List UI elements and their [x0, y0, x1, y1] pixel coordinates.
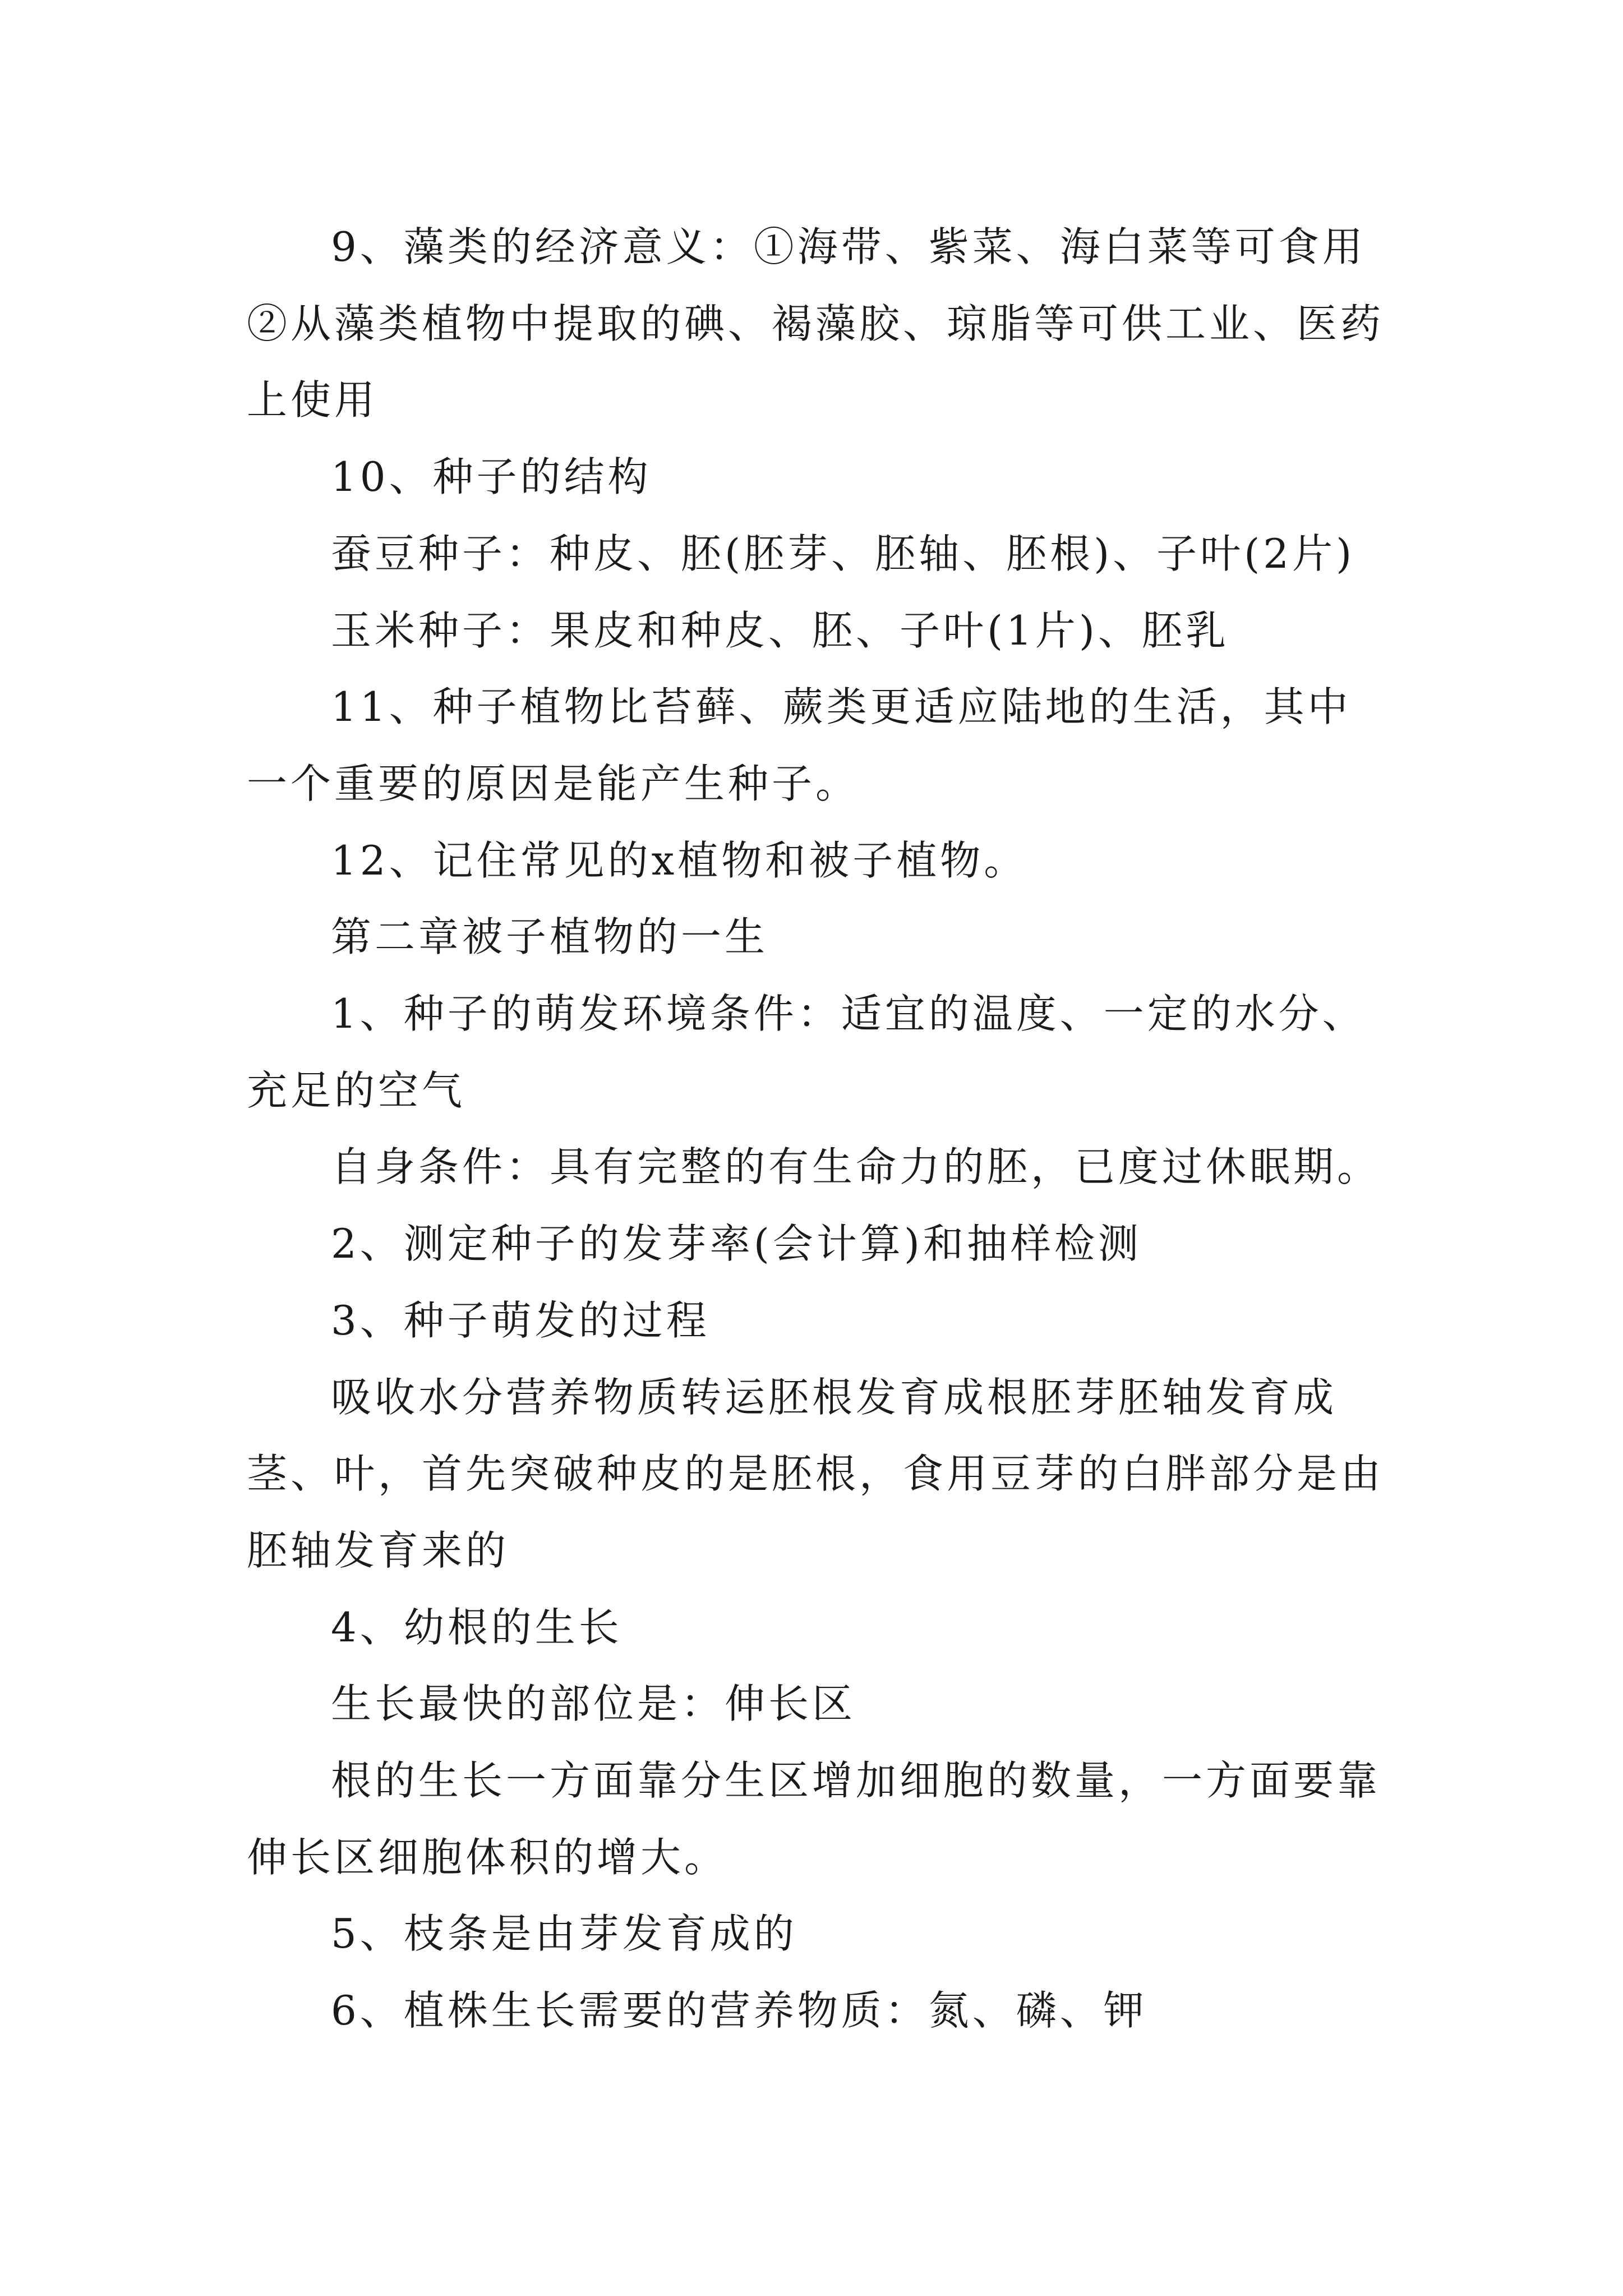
paragraph: 玉米种子：果皮和种皮、胚、子叶(1片)、胚乳: [331, 606, 1229, 654]
paragraph: 吸收水分营养物质转运胚根发育成根胚芽胚轴发育成茎、叶，首先突破种皮的是胚根，食用豆芽的白胖部分是由胚轴发育来的: [247, 1373, 1385, 1574]
paragraph: 4、幼根的生长: [331, 1603, 623, 1651]
chapter-heading: 第二章被子植物的一生: [331, 913, 769, 961]
paragraph: 3、种子萌发的过程: [331, 1296, 710, 1344]
paragraph: 2、测定种子的发芽率(会计算)和抽样检测: [331, 1220, 1142, 1268]
paragraph: 9、藻类的经济意义：①海带、紫菜、海白菜等可食用②从藻类植物中提取的碘、褐藻胶、琼脂等可供工业、医药上使用: [247, 223, 1385, 424]
paragraph: 生长最快的部位是：伸长区: [331, 1680, 856, 1728]
paragraph: 5、枝条是由芽发育成的: [331, 1910, 797, 1958]
paragraph: 10、种子的结构: [331, 453, 652, 501]
paragraph: 11、种子植物比苔藓、蕨类更适应陆地的生活，其中一个重要的原因是能产生种子。: [247, 683, 1352, 807]
paragraph: 1、种子的萌发环境条件：适宜的温度、一定的水分、充足的空气: [247, 990, 1366, 1114]
paragraph: 12、记住常见的x植物和被子植物。: [331, 836, 1028, 884]
paragraph: 蚕豆种子：种皮、胚(胚芽、胚轴、胚根)、子叶(2片): [331, 530, 1355, 577]
paragraph: 根的生长一方面靠分生区增加细胞的数量，一方面要靠伸长区细胞体积的增大。: [247, 1757, 1381, 1881]
paragraph: 6、植株生长需要的营养物质：氮、磷、钾: [331, 1987, 1147, 2035]
paragraph: 自身条件：具有完整的有生命力的胚，已度过休眠期。: [331, 1143, 1381, 1191]
document-body: [247, 209, 1385, 2049]
